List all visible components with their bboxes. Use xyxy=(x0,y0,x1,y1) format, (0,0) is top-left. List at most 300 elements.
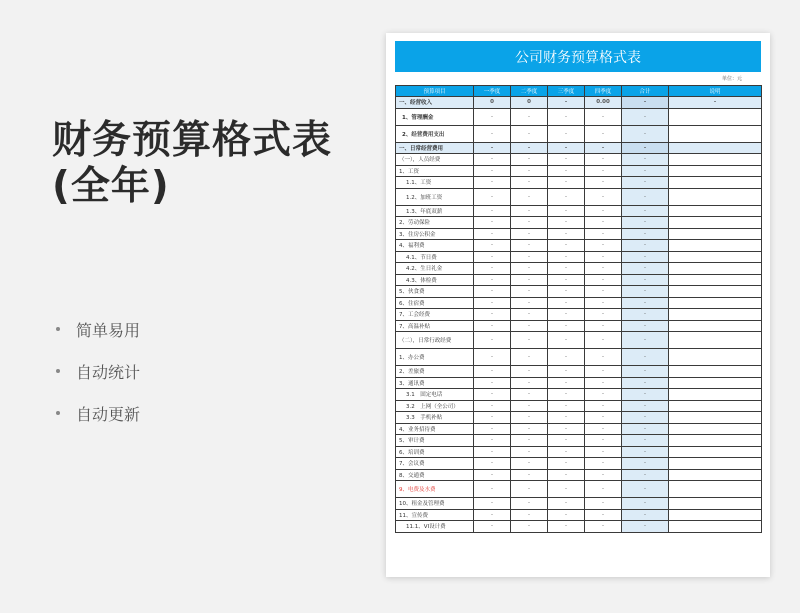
value-cell: - xyxy=(585,217,622,229)
total-cell: - xyxy=(622,297,669,309)
note-cell xyxy=(669,377,762,389)
value-cell: - xyxy=(511,469,548,481)
row-label: 4.3、体检费 xyxy=(396,274,474,286)
value-cell: - xyxy=(548,154,585,166)
row-label: 一、日常经营费用 xyxy=(396,142,474,154)
value-cell: - xyxy=(585,154,622,166)
note-cell xyxy=(669,297,762,309)
value-cell: - xyxy=(548,240,585,252)
value-cell: - xyxy=(585,309,622,321)
value-cell: - xyxy=(585,125,622,142)
table-row xyxy=(396,509,762,521)
table-row xyxy=(396,165,762,177)
row-label: 11、宣传费 xyxy=(396,509,474,521)
table-row xyxy=(396,142,762,154)
feature-label: 简单易用 xyxy=(76,320,141,340)
table-row xyxy=(396,366,762,378)
value-cell: - xyxy=(474,217,511,229)
total-cell: - xyxy=(622,377,669,389)
value-cell: 0.00 xyxy=(585,97,622,109)
value-cell: - xyxy=(585,509,622,521)
value-cell: - xyxy=(548,469,585,481)
value-cell: - xyxy=(585,263,622,275)
note-cell xyxy=(669,142,762,154)
total-cell: - xyxy=(622,349,669,366)
value-cell: - xyxy=(474,435,511,447)
column-header: 三季度 xyxy=(548,86,585,97)
value-cell: - xyxy=(548,412,585,424)
note-cell xyxy=(669,446,762,458)
value-cell: - xyxy=(511,177,548,189)
row-label: 2、劳动保险 xyxy=(396,217,474,229)
value-cell: - xyxy=(474,188,511,205)
note-cell xyxy=(669,389,762,401)
value-cell: - xyxy=(511,521,548,533)
value-cell: - xyxy=(474,509,511,521)
row-label: 3.3 手机补贴 xyxy=(396,412,474,424)
table-row xyxy=(396,349,762,366)
note-cell xyxy=(669,435,762,447)
note-cell xyxy=(669,154,762,166)
value-cell: - xyxy=(548,165,585,177)
total-cell: - xyxy=(622,188,669,205)
total-cell: - xyxy=(622,154,669,166)
total-cell: - xyxy=(622,125,669,142)
page-title xyxy=(52,118,332,210)
feature-list xyxy=(56,308,140,434)
total-cell: - xyxy=(622,332,669,349)
value-cell: - xyxy=(474,400,511,412)
value-cell: - xyxy=(511,481,548,498)
note-cell xyxy=(669,177,762,189)
row-label: 8、交通费 xyxy=(396,469,474,481)
unit-label: 单位：元 xyxy=(721,76,742,82)
value-cell: - xyxy=(511,377,548,389)
value-cell: - xyxy=(474,349,511,366)
column-header: 二季度 xyxy=(511,86,548,97)
value-cell: - xyxy=(548,188,585,205)
note-cell xyxy=(669,240,762,252)
total-cell: - xyxy=(622,240,669,252)
row-label: 1、办公费 xyxy=(396,349,474,366)
note-cell xyxy=(669,349,762,366)
note-cell xyxy=(669,509,762,521)
value-cell: - xyxy=(511,188,548,205)
value-cell: - xyxy=(585,366,622,378)
value-cell: - xyxy=(474,251,511,263)
table-row xyxy=(396,297,762,309)
value-cell: - xyxy=(474,263,511,275)
value-cell: - xyxy=(585,240,622,252)
table-header-row xyxy=(396,86,762,97)
table-row xyxy=(396,498,762,510)
value-cell: - xyxy=(511,297,548,309)
table-row xyxy=(396,521,762,533)
row-label: 6、培训费 xyxy=(396,446,474,458)
row-label: 1.2、加班工资 xyxy=(396,188,474,205)
value-cell: - xyxy=(585,274,622,286)
table-row xyxy=(396,263,762,275)
note-cell xyxy=(669,521,762,533)
row-label: 10、租金及管理费 xyxy=(396,498,474,510)
value-cell: - xyxy=(548,217,585,229)
value-cell: - xyxy=(474,125,511,142)
row-label: 5、伙食费 xyxy=(396,286,474,298)
value-cell: - xyxy=(548,108,585,125)
value-cell: - xyxy=(511,320,548,332)
value-cell: - xyxy=(548,446,585,458)
table-row xyxy=(396,97,762,109)
total-cell: - xyxy=(622,320,669,332)
value-cell: - xyxy=(548,297,585,309)
total-cell: - xyxy=(622,389,669,401)
value-cell: - xyxy=(585,435,622,447)
table-row xyxy=(396,332,762,349)
feature-item xyxy=(56,350,140,392)
value-cell: - xyxy=(585,389,622,401)
value-cell: - xyxy=(548,435,585,447)
value-cell: - xyxy=(474,286,511,298)
value-cell: - xyxy=(474,521,511,533)
value-cell: - xyxy=(548,377,585,389)
note-cell xyxy=(669,165,762,177)
total-cell: - xyxy=(622,458,669,470)
feature-item xyxy=(56,308,140,350)
row-label: 7、高温补贴 xyxy=(396,320,474,332)
value-cell: - xyxy=(585,332,622,349)
table-row xyxy=(396,400,762,412)
table-row xyxy=(396,481,762,498)
value-cell: - xyxy=(548,177,585,189)
total-cell: - xyxy=(622,412,669,424)
value-cell: - xyxy=(474,366,511,378)
note-cell xyxy=(669,286,762,298)
value-cell: - xyxy=(548,274,585,286)
value-cell: - xyxy=(585,205,622,217)
total-cell: - xyxy=(622,108,669,125)
bullet-icon xyxy=(56,369,60,373)
bullet-icon xyxy=(56,411,60,415)
value-cell: - xyxy=(585,458,622,470)
row-label: 5、审计费 xyxy=(396,435,474,447)
value-cell: - xyxy=(474,108,511,125)
value-cell: - xyxy=(548,509,585,521)
value-cell: - xyxy=(548,228,585,240)
value-cell: - xyxy=(474,389,511,401)
value-cell: - xyxy=(474,469,511,481)
table-row xyxy=(396,435,762,447)
note-cell: - xyxy=(669,97,762,109)
row-label: 3.2 上网（全公司） xyxy=(396,400,474,412)
value-cell: - xyxy=(474,481,511,498)
value-cell: - xyxy=(511,240,548,252)
row-label: 3、住房公积金 xyxy=(396,228,474,240)
value-cell: - xyxy=(511,446,548,458)
table-row xyxy=(396,412,762,424)
table-row xyxy=(396,125,762,142)
row-label: 4.1、节日费 xyxy=(396,251,474,263)
total-cell: - xyxy=(622,309,669,321)
total-cell: - xyxy=(622,251,669,263)
value-cell: - xyxy=(585,188,622,205)
value-cell: - xyxy=(474,154,511,166)
title-line-1: 财务预算格式表 xyxy=(52,118,333,163)
value-cell: - xyxy=(511,458,548,470)
note-cell xyxy=(669,205,762,217)
sheet-title: 公司财务预算格式表 xyxy=(395,41,761,72)
table-row xyxy=(396,154,762,166)
value-cell: - xyxy=(511,332,548,349)
row-label: 11.1、VI设计费 xyxy=(396,521,474,533)
value-cell: - xyxy=(474,309,511,321)
row-label: 4.2、生日礼金 xyxy=(396,263,474,275)
value-cell: - xyxy=(511,498,548,510)
table-row xyxy=(396,320,762,332)
value-cell: - xyxy=(474,320,511,332)
value-cell: - xyxy=(474,423,511,435)
value-cell: - xyxy=(511,309,548,321)
note-cell xyxy=(669,400,762,412)
table-row xyxy=(396,228,762,240)
value-cell: - xyxy=(511,412,548,424)
value-cell: - xyxy=(511,435,548,447)
row-label: 1、工资 xyxy=(396,165,474,177)
budget-table xyxy=(395,85,762,533)
table-row xyxy=(396,389,762,401)
value-cell: - xyxy=(585,177,622,189)
value-cell: - xyxy=(548,423,585,435)
total-cell: - xyxy=(622,469,669,481)
value-cell: - xyxy=(585,251,622,263)
value-cell: - xyxy=(511,286,548,298)
row-label: 3.1 固定电话 xyxy=(396,389,474,401)
row-label: 一、经营收入 xyxy=(396,97,474,109)
value-cell: - xyxy=(511,366,548,378)
table-row xyxy=(396,108,762,125)
value-cell: - xyxy=(548,97,585,109)
value-cell: - xyxy=(511,251,548,263)
value-cell: - xyxy=(548,205,585,217)
note-cell xyxy=(669,481,762,498)
total-cell: - xyxy=(622,217,669,229)
value-cell: - xyxy=(474,177,511,189)
note-cell xyxy=(669,217,762,229)
value-cell: - xyxy=(585,469,622,481)
value-cell: - xyxy=(548,481,585,498)
value-cell: - xyxy=(585,481,622,498)
note-cell xyxy=(669,458,762,470)
value-cell: - xyxy=(585,320,622,332)
total-cell: - xyxy=(622,205,669,217)
value-cell: - xyxy=(474,240,511,252)
table-row xyxy=(396,240,762,252)
total-cell: - xyxy=(622,274,669,286)
column-header: 预算项目 xyxy=(396,86,474,97)
value-cell: - xyxy=(585,498,622,510)
value-cell: - xyxy=(511,349,548,366)
note-cell xyxy=(669,263,762,275)
table-row xyxy=(396,217,762,229)
row-label: 2、经营费用支出 xyxy=(396,125,474,142)
total-cell: - xyxy=(622,446,669,458)
value-cell: - xyxy=(548,349,585,366)
value-cell: - xyxy=(511,400,548,412)
value-cell: - xyxy=(511,389,548,401)
row-label: 9、电费及水费 xyxy=(396,481,474,498)
value-cell: - xyxy=(474,165,511,177)
total-cell: - xyxy=(622,366,669,378)
total-cell: - xyxy=(622,228,669,240)
value-cell: - xyxy=(548,142,585,154)
value-cell: 0 xyxy=(511,97,548,109)
note-cell xyxy=(669,498,762,510)
value-cell: - xyxy=(548,125,585,142)
value-cell: - xyxy=(474,297,511,309)
value-cell: - xyxy=(585,142,622,154)
value-cell: - xyxy=(548,251,585,263)
value-cell: - xyxy=(474,446,511,458)
value-cell: - xyxy=(474,274,511,286)
value-cell: - xyxy=(474,377,511,389)
feature-label: 自动更新 xyxy=(76,404,141,424)
value-cell: - xyxy=(511,108,548,125)
table-row xyxy=(396,286,762,298)
note-cell xyxy=(669,274,762,286)
table-row xyxy=(396,309,762,321)
value-cell: - xyxy=(548,263,585,275)
value-cell: - xyxy=(585,423,622,435)
note-cell xyxy=(669,251,762,263)
value-cell: - xyxy=(548,400,585,412)
value-cell: - xyxy=(585,412,622,424)
total-cell: - xyxy=(622,263,669,275)
row-label: 3、通讯费 xyxy=(396,377,474,389)
table-row xyxy=(396,377,762,389)
value-cell: - xyxy=(585,377,622,389)
note-cell xyxy=(669,125,762,142)
note-cell xyxy=(669,320,762,332)
value-cell: - xyxy=(585,446,622,458)
row-label: （一），人员经费 xyxy=(396,154,474,166)
column-header: 一季度 xyxy=(474,86,511,97)
value-cell: - xyxy=(511,125,548,142)
note-cell xyxy=(669,332,762,349)
row-label: （二），日常行政经费 xyxy=(396,332,474,349)
total-cell: - xyxy=(622,177,669,189)
total-cell: - xyxy=(622,498,669,510)
title-line-2: (全年) xyxy=(52,164,170,209)
value-cell: - xyxy=(511,165,548,177)
value-cell: - xyxy=(474,332,511,349)
bullet-icon xyxy=(56,327,60,331)
row-label: 4、福利费 xyxy=(396,240,474,252)
value-cell: - xyxy=(548,366,585,378)
table-row xyxy=(396,446,762,458)
total-cell: - xyxy=(622,435,669,447)
total-cell: - xyxy=(622,286,669,298)
table-row xyxy=(396,205,762,217)
total-cell: - xyxy=(622,423,669,435)
note-cell xyxy=(669,423,762,435)
table-row xyxy=(396,274,762,286)
value-cell: - xyxy=(548,498,585,510)
value-cell: - xyxy=(511,154,548,166)
value-cell: - xyxy=(548,320,585,332)
spreadsheet-preview xyxy=(386,33,770,577)
note-cell xyxy=(669,469,762,481)
value-cell: - xyxy=(474,412,511,424)
value-cell: - xyxy=(511,263,548,275)
value-cell: - xyxy=(548,332,585,349)
column-header: 合计 xyxy=(622,86,669,97)
value-cell: - xyxy=(511,509,548,521)
row-label: 1.3、年底双薪 xyxy=(396,205,474,217)
note-cell xyxy=(669,412,762,424)
value-cell: - xyxy=(585,286,622,298)
value-cell: - xyxy=(474,228,511,240)
column-header: 四季度 xyxy=(585,86,622,97)
value-cell: - xyxy=(511,423,548,435)
value-cell: - xyxy=(585,297,622,309)
value-cell: - xyxy=(548,458,585,470)
row-label: 1、管理酬金 xyxy=(396,108,474,125)
table-row xyxy=(396,177,762,189)
table-body xyxy=(396,97,762,533)
value-cell: - xyxy=(585,400,622,412)
row-label: 7、会议费 xyxy=(396,458,474,470)
feature-label: 自动统计 xyxy=(76,362,141,382)
row-label: 6、住宿费 xyxy=(396,297,474,309)
table-row xyxy=(396,458,762,470)
value-cell: - xyxy=(548,521,585,533)
feature-item xyxy=(56,392,140,434)
value-cell: - xyxy=(474,498,511,510)
total-cell: - xyxy=(622,481,669,498)
value-cell: - xyxy=(585,521,622,533)
value-cell: - xyxy=(511,205,548,217)
value-cell: - xyxy=(474,205,511,217)
total-cell: - xyxy=(622,521,669,533)
value-cell: - xyxy=(548,286,585,298)
value-cell: - xyxy=(548,389,585,401)
total-cell: - xyxy=(622,400,669,412)
row-label: 7、工会经费 xyxy=(396,309,474,321)
value-cell: - xyxy=(548,309,585,321)
total-cell: - xyxy=(622,165,669,177)
value-cell: - xyxy=(585,165,622,177)
value-cell: - xyxy=(511,228,548,240)
total-cell: - xyxy=(622,142,669,154)
column-header: 说明 xyxy=(669,86,762,97)
note-cell xyxy=(669,108,762,125)
table-row xyxy=(396,469,762,481)
table-row xyxy=(396,423,762,435)
note-cell xyxy=(669,309,762,321)
row-label: 2、差旅费 xyxy=(396,366,474,378)
value-cell: - xyxy=(511,142,548,154)
note-cell xyxy=(669,228,762,240)
value-cell: - xyxy=(474,142,511,154)
value-cell: - xyxy=(474,458,511,470)
row-label: 1.1、工资 xyxy=(396,177,474,189)
value-cell: 0 xyxy=(474,97,511,109)
value-cell: - xyxy=(585,228,622,240)
total-cell: - xyxy=(622,97,669,109)
value-cell: - xyxy=(511,274,548,286)
row-label: 4、业务招待费 xyxy=(396,423,474,435)
note-cell xyxy=(669,366,762,378)
table-row xyxy=(396,251,762,263)
